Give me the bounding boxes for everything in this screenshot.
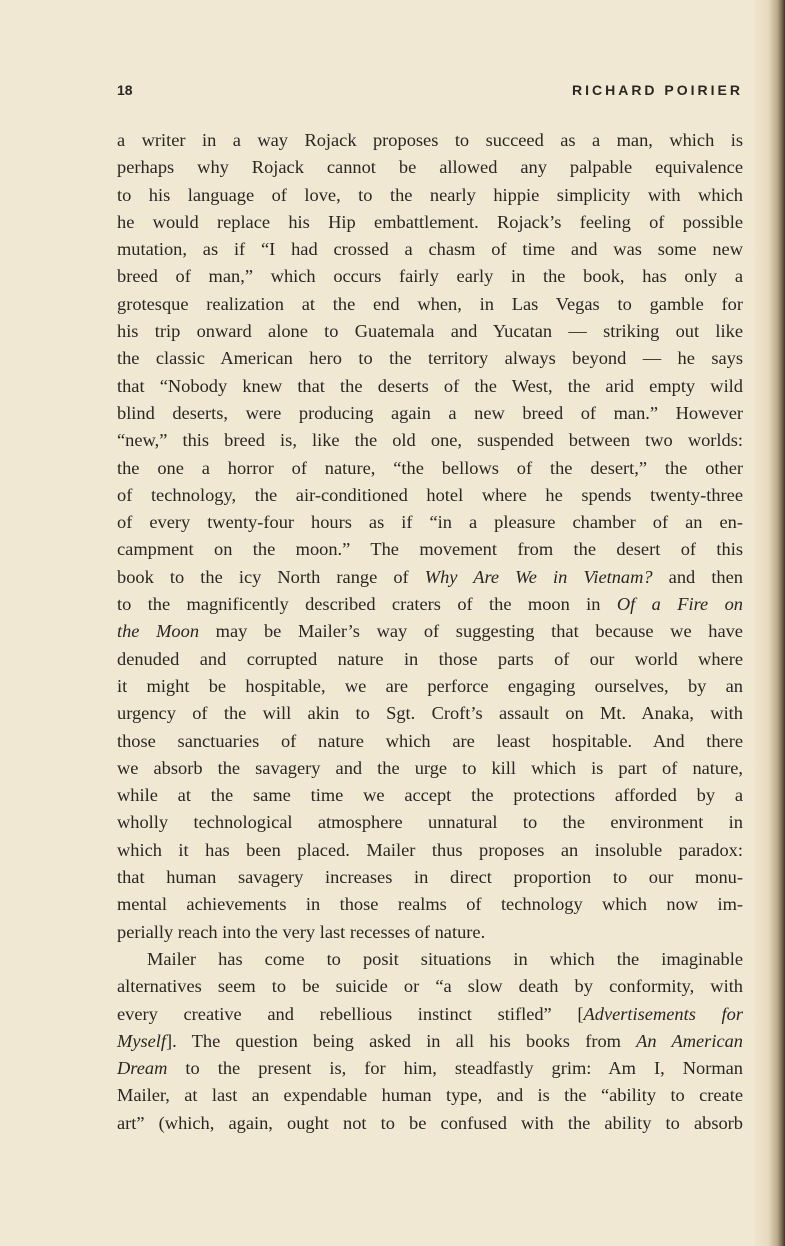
text-line: to the magnificently described craters of the moon in Of a Fire on bbox=[117, 594, 743, 615]
page-edge-shadow bbox=[755, 0, 785, 1246]
book-title: An American bbox=[636, 1030, 743, 1051]
text-line: denuded and corrupted nature in those parts of our world where bbox=[117, 648, 743, 669]
book-title: the Moon bbox=[117, 621, 200, 642]
text-line: every creative and rebellious instinct stifled” [Advertisements for bbox=[117, 1003, 743, 1024]
book-title: Why Are We in Vietnam? bbox=[424, 566, 653, 587]
text-line: the Moon may be Mailer’s way of suggesting that because we have bbox=[117, 621, 743, 642]
text-line: his trip onward alone to Guatemala and Yucatan — striking out like bbox=[117, 321, 743, 342]
text-line: perhaps why Rojack cannot be allowed any palpable equivalence bbox=[117, 157, 743, 178]
text-line: breed of man,” which occurs fairly early in the book, has only a bbox=[117, 266, 743, 287]
text-line: he would replace his Hip embattlement. Rojack’s feeling of possible bbox=[117, 211, 743, 232]
text-line: of technology, the air-conditioned hotel where he spends twenty-three bbox=[117, 484, 743, 505]
text-line: art” (which, again, ought not to be confused with the ability to absorb bbox=[117, 1112, 743, 1133]
paragraph-1 bbox=[117, 127, 743, 564]
text-line: Mailer has come to posit situations in which the imaginable bbox=[147, 948, 743, 969]
text-line: grotesque realization at the end when, in Las Vegas to gamble for bbox=[117, 293, 743, 314]
text-line: Dream to the present is, for him, steadfastly grim: Am I, Norman bbox=[117, 1058, 743, 1079]
page-number: 18 bbox=[117, 82, 133, 98]
text-line: we absorb the savagery and the urge to kill which is part of nature, bbox=[117, 757, 743, 778]
text-line: that “Nobody knew that the deserts of the West, the arid empty wild bbox=[117, 375, 743, 396]
text-line: those sanctuaries of nature which are least hospitable. And there bbox=[117, 730, 743, 751]
text-line: while at the same time we accept the protections afforded by a bbox=[117, 785, 743, 806]
paragraph-1-continued bbox=[117, 646, 743, 946]
text-line: book to the icy North range of Why Are We in Vietnam? and then bbox=[117, 566, 743, 587]
text-line: blind deserts, were producing again a new breed of man.” However bbox=[117, 402, 743, 423]
text-line: a writer in a way Rojack proposes to succeed as a man, which is bbox=[117, 130, 743, 150]
text-line: the one a horror of nature, “the bellows of the desert,” the other bbox=[117, 457, 743, 478]
text-line: mental achievements in those realms of technology which now im- bbox=[117, 894, 743, 915]
text-line: to his language of love, to the nearly hippie simplicity with which bbox=[117, 184, 743, 205]
text-line: Mailer, at last an expendable human type, and is the “ability to create bbox=[117, 1085, 743, 1106]
text-line: that human savagery increases in direct proportion to our monu- bbox=[117, 867, 743, 888]
book-title: Of a Fire on bbox=[616, 594, 743, 615]
body-text bbox=[117, 127, 743, 1137]
text-line: the classic American hero to the territory always beyond — he says bbox=[117, 348, 743, 369]
book-title: Myself bbox=[117, 1030, 167, 1051]
text-line: alternatives seem to be suicide or “a slow death by conformity, with bbox=[117, 976, 743, 997]
text-line: mutation, as if “I had crossed a chasm of time and was some new bbox=[117, 239, 743, 260]
text-line: of every twenty-four hours as if “in a pleasure chamber of an en- bbox=[117, 512, 743, 533]
text-line: it might be hospitable, we are perforce engaging ourselves, by an bbox=[117, 675, 743, 696]
text-line: which it has been placed. Mailer thus proposes an insoluble paradox: bbox=[117, 839, 743, 860]
text-line: “new,” this breed is, like the old one, suspended between two worlds: bbox=[117, 430, 743, 451]
book-title: Advertisements for bbox=[583, 1003, 743, 1024]
text-line: urgency of the will akin to Sgt. Croft’s assault on Mt. Anaka, with bbox=[117, 703, 743, 724]
page-header bbox=[117, 82, 743, 106]
book-title: Dream bbox=[117, 1058, 168, 1079]
text-line: wholly technological atmosphere unnatural to the environment in bbox=[117, 812, 743, 833]
running-head-author: RICHARD POIRIER bbox=[571, 82, 743, 98]
text-line: campment on the moon.” The movement from the desert of this bbox=[117, 539, 743, 560]
text-line: perially reach into the very last recesses of nature. bbox=[117, 921, 486, 942]
text-line: Myself]. The question being asked in all his books from An American bbox=[117, 1030, 743, 1051]
